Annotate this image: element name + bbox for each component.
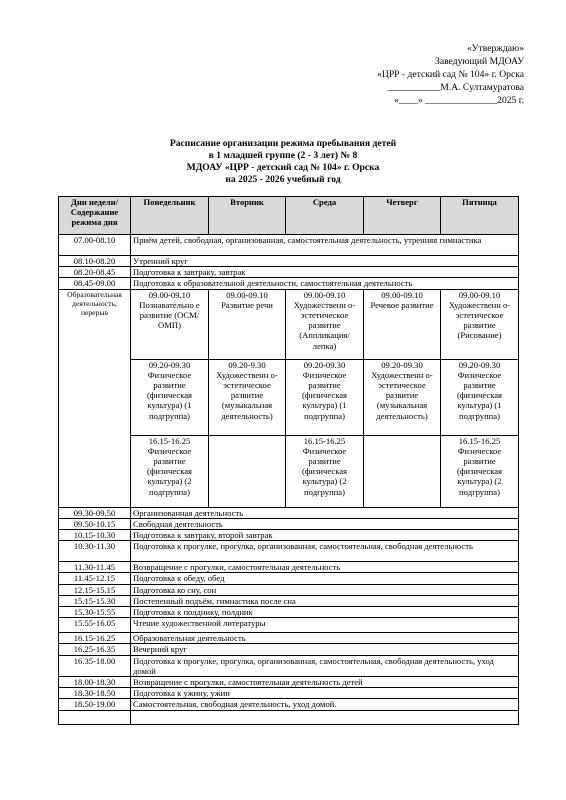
lesson-cell — [286, 359, 364, 435]
activity-cell: Подготовка к завтраку, второй завтрак — [131, 530, 519, 541]
lesson-time: 09.00-09.10 — [458, 289, 501, 300]
activity-cell: Чтение художественной литературы — [131, 618, 519, 633]
table-row — [59, 710, 519, 724]
header-row — [59, 197, 519, 235]
lesson-subject: Художественн о-эстетическое развитие (музыкальная деятельность) — [216, 369, 278, 421]
schedule-table — [58, 196, 519, 725]
time-cell: 18.50-19.00 — [59, 699, 131, 710]
lesson-cell — [131, 435, 209, 507]
activity-cell: Организованная деятельность — [131, 507, 519, 518]
lesson-cell — [441, 435, 519, 507]
lesson-cell — [131, 359, 209, 435]
lesson-time: 09.20-09.30 — [381, 359, 423, 370]
lesson-subject: Физическое развитие (физическая культура) (2 подгруппа) — [302, 445, 347, 497]
document-title — [60, 138, 506, 186]
table-row — [59, 278, 519, 289]
time-cell: 18.00-18.30 — [59, 677, 131, 688]
lesson-time: 09.20-09.30 — [303, 359, 346, 370]
header-cell: Среда — [286, 197, 364, 235]
lesson-subject: Речевое развитие — [370, 299, 434, 310]
activity-cell: Приём детей, свободная, организованная, самостоятельная деятельность, утренняя гимнастика — [131, 235, 519, 256]
lesson-subject: Физическое развитие (физическая культура) (2 подгруппа) — [457, 445, 502, 497]
lesson-time: 09.00-09.10 — [381, 289, 423, 300]
education-row — [59, 289, 519, 359]
activity-cell: Подготовка ко сну, сон — [131, 584, 519, 595]
time-cell: 09.30-09.50 — [59, 507, 131, 518]
time-cell: 18.30-18.50 — [59, 688, 131, 699]
lesson-time: 16.15-16.25 — [458, 435, 501, 446]
table-row — [59, 633, 519, 644]
activity-cell: Образовательная деятельность — [131, 633, 519, 644]
approval-signature-line: ___________М.А. Султамуратова — [387, 82, 524, 93]
header-cell: Понедельник — [131, 197, 209, 235]
activity-cell: Подготовка к образовательной деятельности, самостоятельная деятельность — [131, 278, 519, 289]
activity-cell: Постепенный подъём, гимнастика после сна — [131, 595, 519, 606]
time-cell: 11.30-11.45 — [59, 562, 131, 573]
time-cell: 07.00-08.10 — [59, 235, 131, 256]
time-cell — [59, 710, 131, 724]
table-row — [59, 655, 519, 676]
lesson-cell — [441, 289, 519, 359]
lesson-time: 09.00-09.10 — [148, 289, 191, 300]
time-cell: 08.20-08.45 — [59, 267, 131, 278]
activity-cell: Возвращение с прогулки, самостоятельная деятельность — [131, 562, 519, 573]
header-cell: Четверг — [364, 197, 441, 235]
lesson-cell — [286, 435, 364, 507]
activity-cell: Подготовка к обеду, обед — [131, 573, 519, 584]
lesson-time: 09.20-9.30 — [228, 359, 266, 370]
table-row — [59, 618, 519, 633]
activity-cell: Возвращение с прогулки, самостоятельная деятельность детей — [131, 677, 519, 688]
header-cell: Дни недели/ Содержание режима дня — [59, 197, 131, 235]
table-row — [59, 507, 519, 518]
activity-cell: Утренний круг — [131, 256, 519, 267]
lesson-time: 16.15-16.25 — [303, 435, 346, 446]
time-cell: 15.55-16.05 — [59, 618, 131, 633]
time-cell: 15.30-15.55 — [59, 607, 131, 618]
table-row — [59, 595, 519, 606]
table-row — [59, 688, 519, 699]
lesson-time: 16.15-16.25 — [148, 435, 191, 446]
activity-cell — [131, 710, 519, 724]
table-row — [59, 699, 519, 710]
lesson-time: 09.20-09.30 — [458, 359, 501, 370]
lesson-time: 09.00-09.10 — [226, 289, 268, 300]
lesson-subject: Художественн о-эстетическое развитие (Рисование) — [448, 299, 511, 341]
table-row — [59, 235, 519, 256]
table-row — [59, 584, 519, 595]
activity-cell: Подготовка к ужину, ужин — [131, 688, 519, 699]
lesson-cell — [441, 359, 519, 435]
lesson-subject: Физическое развитие (физическая культура) (1 подгруппа) — [147, 369, 192, 421]
lesson-cell — [131, 289, 209, 359]
lesson-cell — [286, 289, 364, 359]
table-row — [59, 518, 519, 529]
lesson-cell — [364, 289, 441, 359]
activity-cell: Подготовка к полднику, полдник — [131, 607, 519, 618]
time-cell: 16.15-16.25 — [59, 633, 131, 644]
time-cell: 16.25-16.35 — [59, 644, 131, 655]
title-line: МДОАУ «ЦРР - детский сад № 104» г. Орска — [186, 162, 380, 173]
lesson-subject: Физическое развитие (физическая культура) (2 подгруппа) — [147, 445, 192, 497]
lesson-subject: Познавательно е развитие (ОСМ/ОМП) — [139, 299, 200, 331]
approval-line: «Утверждаю» — [466, 43, 524, 54]
title-line: Расписание организации режима пребывания детей — [169, 138, 397, 149]
approval-line: «ЦРР - детский сад № 104» г. Орска — [377, 69, 524, 80]
table-row — [59, 541, 519, 562]
table-row — [59, 607, 519, 618]
activity-cell: Подготовка к прогулке, прогулка, организованная, самостоятельная, свободная деятельность, уход домой — [131, 655, 519, 676]
header-cell: Вторник — [209, 197, 286, 235]
time-cell: 12.15-15.15 — [59, 584, 131, 595]
lesson-cell — [209, 289, 286, 359]
lesson-time: 09.00-09.10 — [303, 289, 346, 300]
table-row — [59, 644, 519, 655]
lesson-time: 09.20-09.30 — [148, 359, 191, 370]
header-cell: Пятница — [441, 197, 519, 235]
lesson-subject: Развитие речи — [221, 299, 273, 310]
lesson-subject: Физическое развитие (физическая культура) (1 подгруппа) — [457, 369, 502, 421]
lesson-cell — [364, 435, 441, 507]
activity-cell: Самостоятельная, свободная деятельность, уход домой. — [131, 699, 519, 710]
approval-line: Заведующий МДОАУ — [435, 56, 524, 67]
time-cell: 10.15-10.30 — [59, 530, 131, 541]
education-block-label: Образовательная деятельность, перерыв — [59, 289, 131, 507]
time-cell: 10.30-11.30 — [59, 541, 131, 562]
lesson-subject: Физическое развитие (физическая культура) (1 подгруппа) — [302, 369, 347, 421]
time-cell: 11.45-12.15 — [59, 573, 131, 584]
title-line: в 1 младшей группе (2 - 3 лет) № 8 — [208, 150, 358, 161]
lesson-subject: Художественн о-эстетическое развитие (музыкальная деятельность) — [371, 369, 433, 421]
table-row — [59, 573, 519, 584]
approval-block — [304, 42, 524, 107]
time-cell: 08.45-09.00 — [59, 278, 131, 289]
table-row — [59, 256, 519, 267]
lesson-cell — [364, 359, 441, 435]
table-row — [59, 562, 519, 573]
activity-cell: Подготовка к прогулке, прогулка, организованная, самостоятельная, свободная деятельность — [131, 541, 519, 562]
approval-date-line: «____» _______________2025 г. — [394, 95, 524, 106]
activity-cell: Подготовка к завтраку, завтрак — [131, 267, 519, 278]
time-cell: 09.50-10.15 — [59, 518, 131, 529]
lesson-cell — [209, 359, 286, 435]
table-row — [59, 530, 519, 541]
time-cell: 08.10-08.20 — [59, 256, 131, 267]
table-row — [59, 267, 519, 278]
activity-cell: Вечерний круг — [131, 644, 519, 655]
activity-cell: Свободная деятельность — [131, 518, 519, 529]
title-line: на 2025 - 2026 учебный год — [225, 174, 341, 185]
lesson-cell — [209, 435, 286, 507]
time-cell: 15.15-15.30 — [59, 595, 131, 606]
table-row — [59, 677, 519, 688]
lesson-subject: Художественн о-эстетическое развитие (Аппликация/ лепка) — [293, 299, 356, 351]
time-cell: 16.35-18.00 — [59, 655, 131, 676]
